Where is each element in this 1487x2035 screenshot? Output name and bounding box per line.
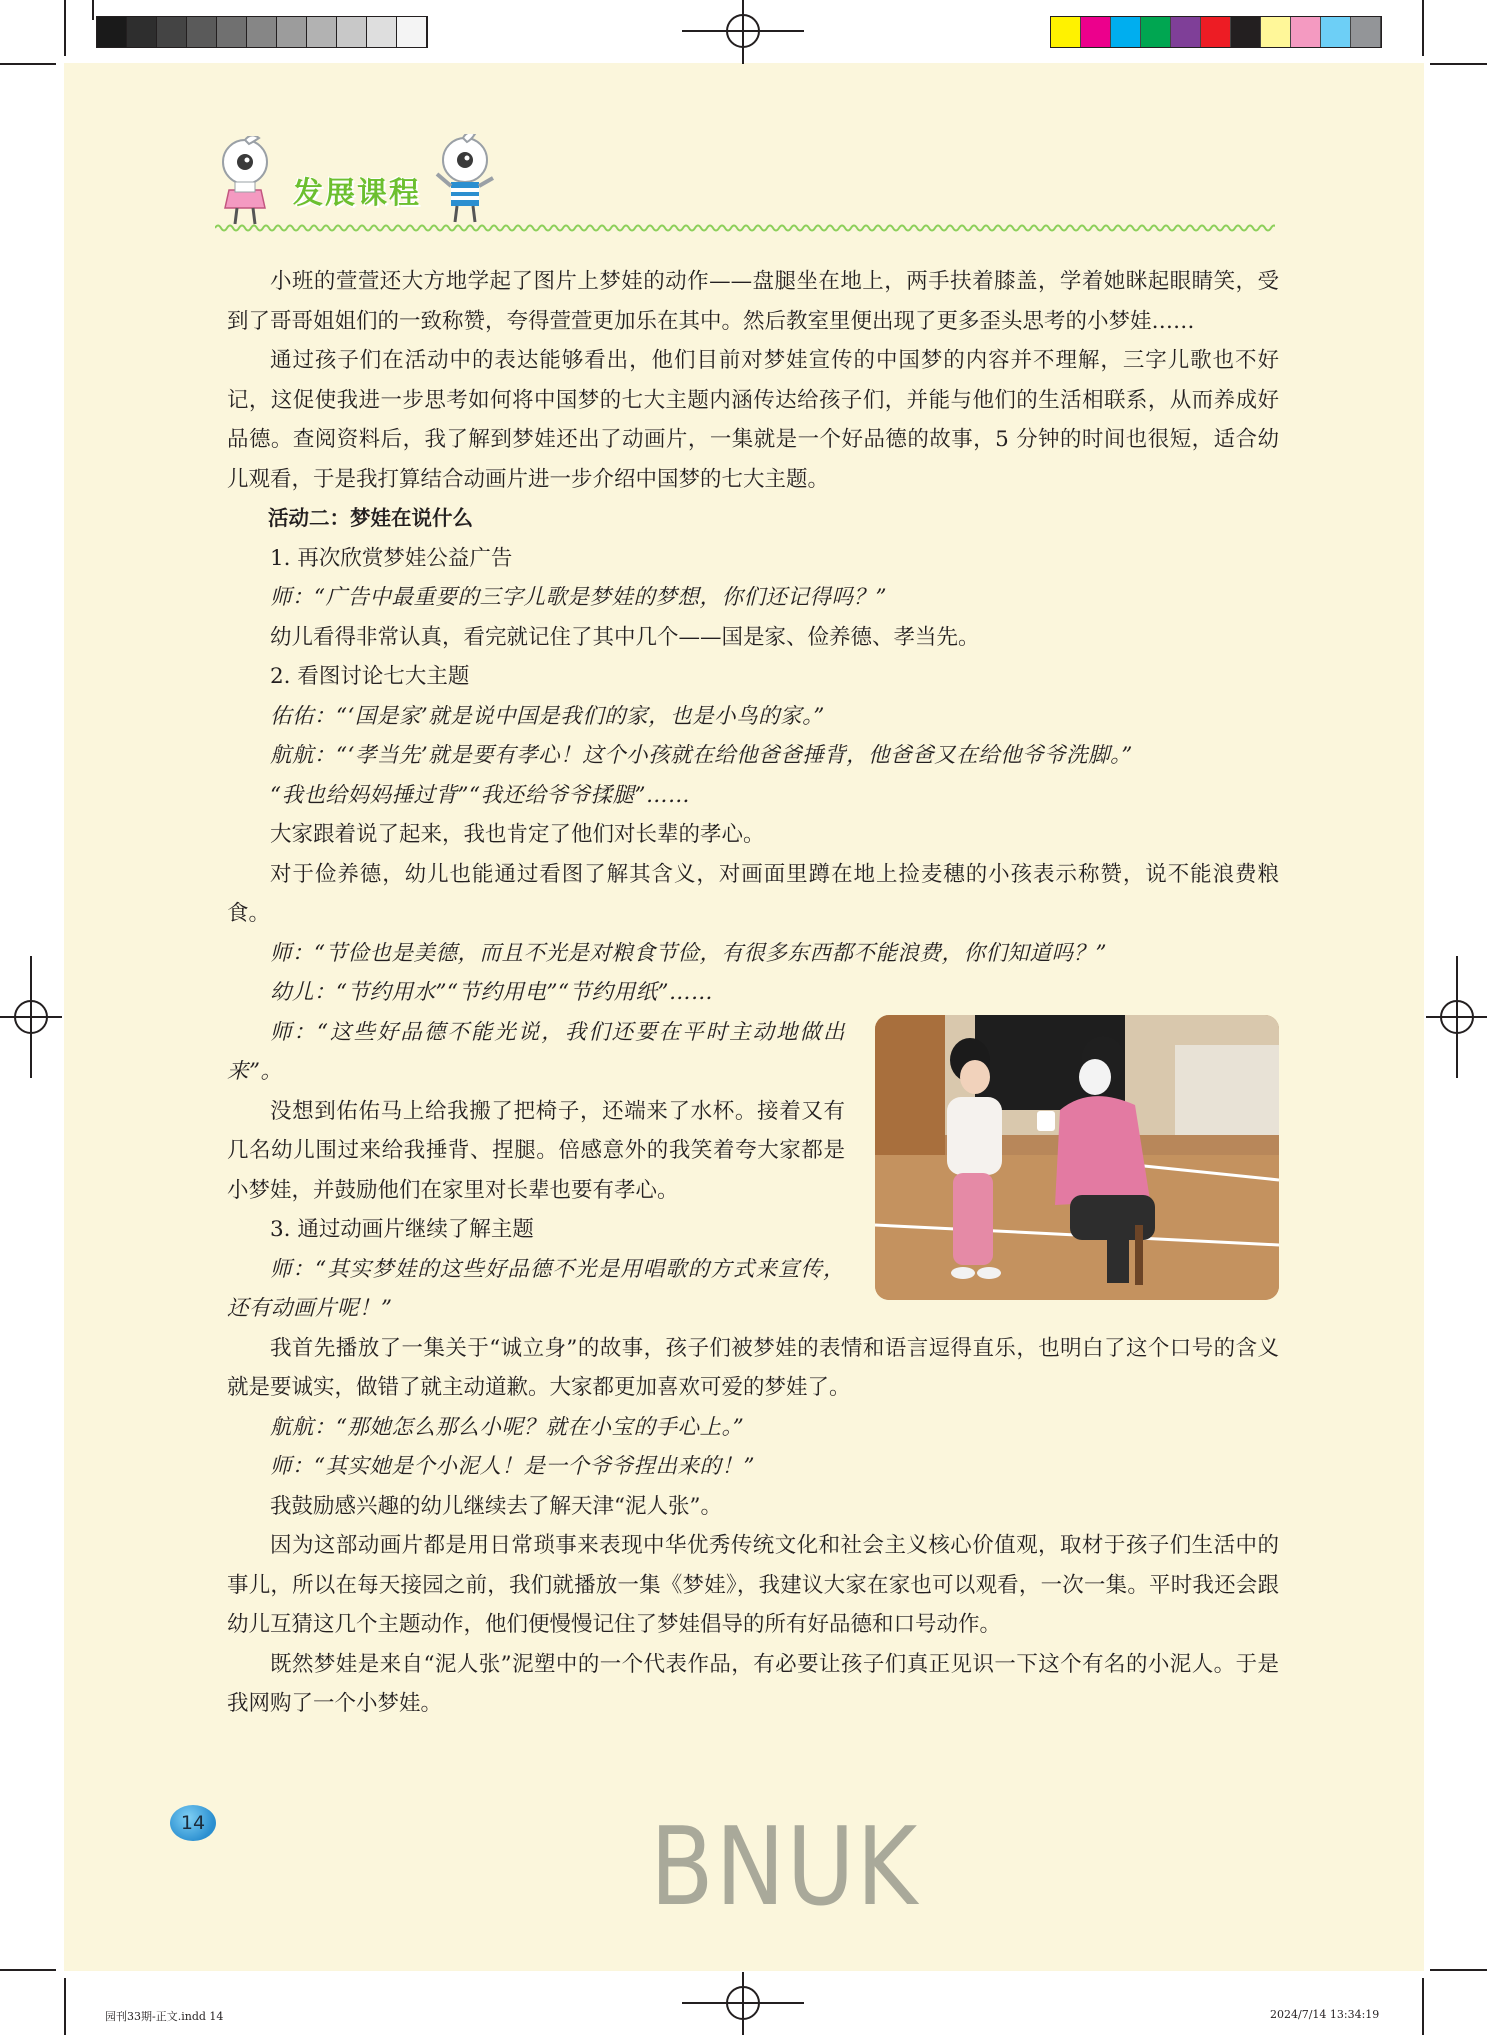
color-swatch (1171, 17, 1201, 47)
dialogue-line: 师：“广告中最重要的三字儿歌是梦娃的梦想，你们还记得吗？” (270, 585, 887, 610)
date-slug: 2024/7/14 13:34:19 (1270, 2008, 1380, 2021)
paragraph: 我鼓励感兴趣的幼儿继续去了解天津“泥人张”。 (270, 1493, 722, 1519)
color-bar (1050, 16, 1382, 48)
page-number: 14 (170, 1805, 216, 1841)
watermark-text: BNUK (650, 1805, 919, 1930)
color-swatch (1231, 17, 1261, 47)
wavy-divider (215, 222, 1275, 234)
color-swatch (1261, 17, 1291, 47)
dialogue-line: 航航：“那她怎么那么小呢？就在小宝的手心上。” (270, 1414, 745, 1440)
dialogue-line: 佑佑：“‘国是家’就是说中国是我们的家，也是小鸟的家。” (270, 703, 825, 729)
subheading: 3. 通过动画片继续了解主题 (270, 1217, 534, 1242)
mascot-boy-icon (433, 134, 497, 224)
color-swatch (1081, 17, 1111, 47)
gray-swatch (277, 17, 307, 47)
color-swatch (1291, 17, 1321, 47)
gray-swatch (97, 17, 127, 47)
dialogue-line: 师：“其实她是个小泥人！是一个爷爷捏出来的！” (270, 1454, 755, 1479)
classroom-photo (875, 1015, 1279, 1300)
activity-heading: 活动二：梦娃在说什么 (268, 506, 473, 530)
subheading: 1. 再次欣赏梦娃公益广告 (270, 545, 513, 571)
paragraph: 大家跟着说了起来，我也肯定了他们对长辈的孝心。 (270, 822, 765, 847)
dialogue-line: 幼儿：“节约用水”“节约用电”“节约用纸”…… (270, 980, 713, 1005)
gray-swatch (397, 17, 427, 47)
color-swatch (1051, 17, 1081, 47)
paragraph: 对于俭养德，幼儿也能通过看图了解其含义，对画面里蹲在地上捡麦穗的小孩表示称赞，说不能浪费粮食。 (227, 861, 1279, 926)
paragraph: 通过孩子们在活动中的表达能够看出，他们目前对梦娃宣传的中国梦的内容并不理解，三字儿歌也不好记，这促使我进一步思考如何将中国梦的七大主题内涵传达给孩子们，并能与他们的生活相联系，从而养成好品德。查阅资料后，我了解到梦娃还出了动画片，一集就是一个好品德的故事，5 分钟的时间也很短，适合幼儿观看，于是我打算结合动画片进一步介绍中国梦的七大主题。 (227, 348, 1279, 492)
paragraph: 小班的萱萱还大方地学起了图片上梦娃的动作——盘腿坐在地上，两手扶着膝盖，学着她眯起眼睛笑，受到了哥哥姐姐们的一致称赞，夸得萱萱更加乐在其中。然后教室里便出现了更多歪头思考的小梦娃…… (227, 269, 1279, 334)
dialogue-line: 师：“其实梦娃的这些好品德不光是用唱歌的方式来宣传，还有动画片呢！” (227, 1256, 845, 1321)
dialogue-line: “我也给妈妈捶过背”“我还给爷爷揉腿”…… (270, 782, 690, 808)
dialogue-line: 师：“节俭也是美德，而且不光是对粮食节俭，有很多东西都不能浪费，你们知道吗？” (270, 940, 1107, 966)
gray-swatch (127, 17, 157, 47)
gray-swatch (247, 17, 277, 47)
article-body (227, 262, 1279, 1724)
paragraph: 既然梦娃是来自“泥人张”泥塑中的一个代表作品，有必要让孩子们真正见识一下这个有名的小泥人。于是我网购了一个小梦娃。 (227, 1651, 1279, 1716)
color-swatch (1351, 17, 1381, 47)
paragraph: 没想到佑佑马上给我搬了把椅子，还端来了水杯。接着又有几名幼儿围过来给我捶背、捏腿。倍感意外的我笑着夸大家都是小梦娃，并鼓励他们在家里对长辈也要有孝心。 (227, 1098, 845, 1203)
color-swatch (1321, 17, 1351, 47)
gray-swatch (157, 17, 187, 47)
gray-swatch (367, 17, 397, 47)
gray-swatch (307, 17, 337, 47)
paragraph: 幼儿看得非常认真，看完就记住了其中几个——国是家、俭养德、孝当先。 (270, 624, 980, 650)
color-swatch (1201, 17, 1231, 47)
gray-swatch (187, 17, 217, 47)
dialogue-line: 师：“这些好品德不能光说，我们还要在平时主动地做出来”。 (227, 1019, 845, 1084)
paragraph: 我首先播放了一集关于“诚立身”的故事，孩子们被梦娃的表情和语言逗得直乐，也明白了这个口号的含义就是要诚实，做错了就主动道歉。大家都更加喜欢可爱的梦娃了。 (227, 1335, 1279, 1400)
gray-swatch (217, 17, 247, 47)
gray-swatch (337, 17, 367, 47)
paragraph: 因为这部动画片都是用日常琐事来表现中华优秀传统文化和社会主义核心价值观，取材于孩子们生活中的事儿，所以在每天接园之前，我们就播放一集《梦娃》，我建议大家在家也可以观看，一次一集。平时我还会跟幼儿互猜这几个主题动作，他们便慢慢记住了梦娃倡导的所有好品德和口号动作。 (227, 1533, 1279, 1637)
grayscale-bar (96, 16, 428, 48)
section-title: 发展课程 (293, 176, 421, 211)
file-slug: 园刊33期-正文.indd 14 (105, 2010, 224, 2023)
subheading: 2. 看图讨论七大主题 (270, 664, 470, 689)
section-header (215, 130, 1275, 240)
color-swatch (1111, 17, 1141, 47)
mascot-girl-icon (215, 136, 275, 228)
dialogue-line: 航航：“‘孝当先’就是要有孝心！这个小孩就在给他爸爸捶背，他爸爸又在给他爷爷洗脚。” (270, 743, 1133, 768)
color-swatch (1141, 17, 1171, 47)
